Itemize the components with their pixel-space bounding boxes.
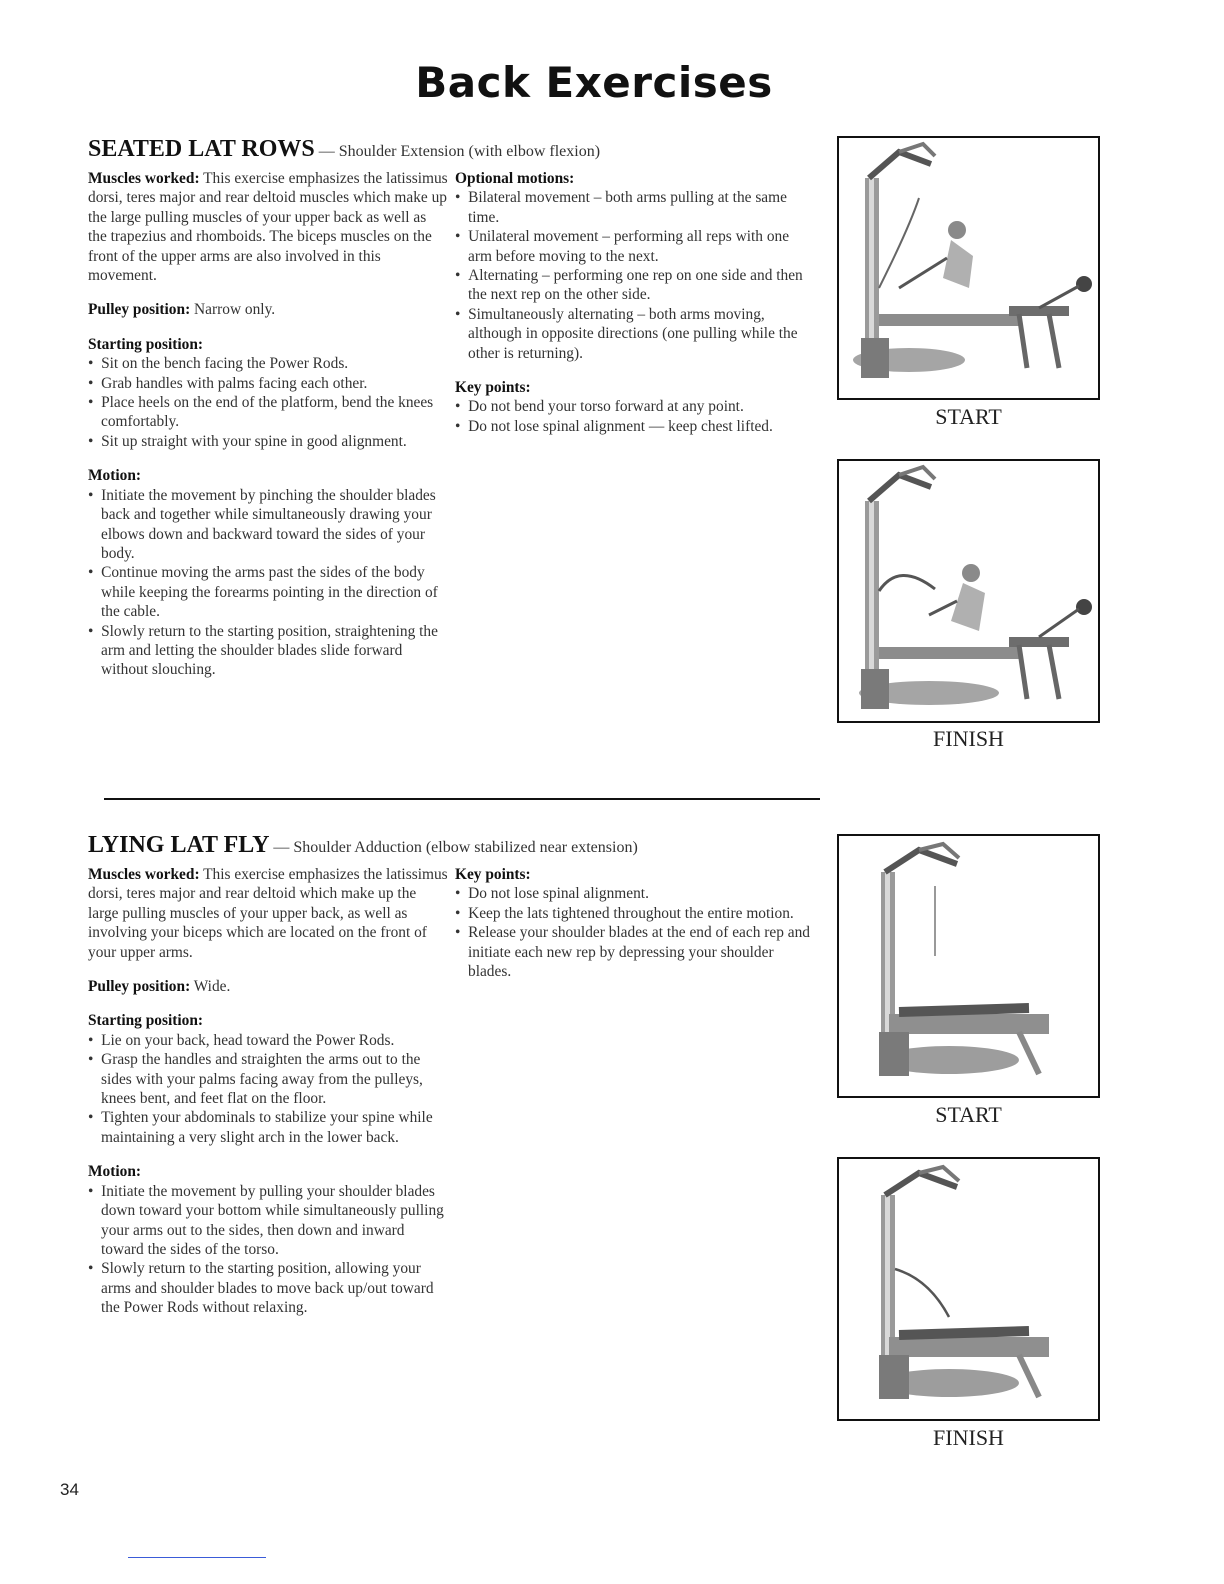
list-item: • Simultaneously alternating – both arms moving, although in opposite directions (one pulling while the other is returning). <box>455 305 810 363</box>
optional-label: Optional motions: <box>455 170 575 187</box>
list-item: • Sit up straight with your spine in good alignment. <box>88 432 448 451</box>
home-gym-seated-finish-illustration <box>839 461 1098 721</box>
list-item: • Do not lose spinal alignment. <box>455 884 810 903</box>
muscles-label: Muscles worked: <box>88 170 200 187</box>
section-divider <box>104 798 820 800</box>
muscles-text: This exercise emphasizes the latissimus dorsi, teres major and rear deltoid which make up the large pulling muscles of your upper back, as well as involving your biceps which are located on the front of your upper arms. <box>88 866 448 961</box>
lying-start-figure <box>837 834 1100 1098</box>
pulley-label: Pulley position: <box>88 301 191 319</box>
seated-finish-caption: FINISH <box>933 726 1004 751</box>
muscles-label: Muscles worked: <box>88 866 200 883</box>
muscles-text: This exercise emphasizes the latissimus dorsi, teres major and rear deltoid muscles which make up the large pulling muscles of your upper back as well as the trapezius and rhomboids. The biceps muscles on the front of the upper arms are also involved in this movement. <box>88 170 448 285</box>
left-column <box>88 169 448 695</box>
lying-lat-fly-section <box>88 832 828 1333</box>
pulley-text: Narrow only. <box>190 301 276 319</box>
list-item: • Do not bend your torso forward at any point. <box>455 397 810 416</box>
exercise-name: SEATED LAT ROWS <box>88 136 315 162</box>
list-item: • Keep the lats tightened throughout the entire motion. <box>455 904 810 923</box>
footer-line <box>128 1557 266 1558</box>
list-item: • Release your shoulder blades at the end of each rep and initiate each new rep by depressing your shoulder blades. <box>455 923 810 981</box>
exercise-name: LYING LAT FLY <box>88 832 270 858</box>
page-number: 34 <box>60 1480 79 1499</box>
motion <box>88 1162 448 1317</box>
right-column <box>455 865 810 1333</box>
seated-lat-rows-section <box>88 136 828 695</box>
key-label: Key points: <box>455 866 531 883</box>
list-item: • Tighten your abdominals to stabilize your spine while maintaining a very slight arch in the lower back. <box>88 1108 448 1147</box>
seated-start-figure <box>837 136 1100 400</box>
list-item: • Grasp the handles and straighten the arms out to the sides with your palms facing away from the pulleys, knees bent, and feet flat on the floor. <box>88 1050 448 1108</box>
page-title: Back Exercises <box>415 58 773 107</box>
home-gym-seated-start-illustration <box>839 138 1098 398</box>
starting-position <box>88 335 448 451</box>
lying-start-caption: START <box>935 1102 1002 1127</box>
starting-label: Starting position: <box>88 335 204 353</box>
list-item: • Lie on your back, head toward the Power Rods. <box>88 1031 448 1050</box>
list-item: • Slowly return to the starting position, straightening the arm and letting the shoulder blades slide forward without slouching. <box>88 622 448 680</box>
lying-finish-figure <box>837 1157 1100 1421</box>
pulley-position <box>88 977 448 996</box>
starting-position <box>88 1011 448 1147</box>
muscles-worked <box>88 865 448 962</box>
right-column <box>455 169 810 695</box>
key-points <box>455 378 810 436</box>
list-item: • Bilateral movement – both arms pulling at the same time. <box>455 188 810 227</box>
left-column <box>88 865 448 1333</box>
optional-motions <box>455 169 810 363</box>
section-heading <box>88 136 828 163</box>
seated-finish-figure <box>837 459 1100 723</box>
list-item: • Grab handles with palms facing each other. <box>88 374 448 393</box>
pulley-label: Pulley position: <box>88 978 191 996</box>
key-label: Key points: <box>455 379 531 397</box>
list-item: • Continue moving the arms past the sides of the body while keeping the forearms pointing in the direction of the cable. <box>88 563 448 621</box>
list-item: • Sit on the bench facing the Power Rods. <box>88 354 448 373</box>
exercise-subtitle: — Shoulder Adduction (elbow stabilized near extension) <box>269 839 638 856</box>
list-item: • Do not lose spinal alignment — keep chest lifted. <box>455 417 810 436</box>
key-points <box>455 865 810 981</box>
lying-finish-caption: FINISH <box>933 1425 1004 1450</box>
home-gym-lying-start-illustration <box>839 836 1098 1096</box>
motion <box>88 466 448 679</box>
list-item: • Initiate the movement by pinching the shoulder blades back and together while simultaneously drawing your elbows down and backward toward the sides of your body. <box>88 486 448 564</box>
list-item: • Slowly return to the starting position, allowing your arms and shoulder blades to move back up/out toward the Power Rods without relaxing. <box>88 1259 448 1317</box>
list-item: • Initiate the movement by pulling your shoulder blades down toward your bottom while simultaneously pulling your arms out to the sides, then down and inward toward the sides of the torso. <box>88 1182 448 1260</box>
list-item: • Unilateral movement – performing all reps with one arm before moving to the next. <box>455 227 810 266</box>
motion-label: Motion: <box>88 467 142 485</box>
exercise-subtitle: — Shoulder Extension (with elbow flexion) <box>314 143 601 160</box>
motion-label: Motion: <box>88 1163 142 1181</box>
seated-start-caption: START <box>935 404 1002 429</box>
pulley-position <box>88 300 448 319</box>
list-item: • Place heels on the end of the platform, bend the knees comfortably. <box>88 393 448 432</box>
list-item: • Alternating – performing one rep on one side and then the next rep on the other side. <box>455 266 810 305</box>
pulley-text: Wide. <box>190 978 231 996</box>
section-heading <box>88 832 828 859</box>
starting-label: Starting position: <box>88 1012 204 1030</box>
home-gym-lying-finish-illustration <box>839 1159 1098 1419</box>
muscles-worked <box>88 169 448 285</box>
